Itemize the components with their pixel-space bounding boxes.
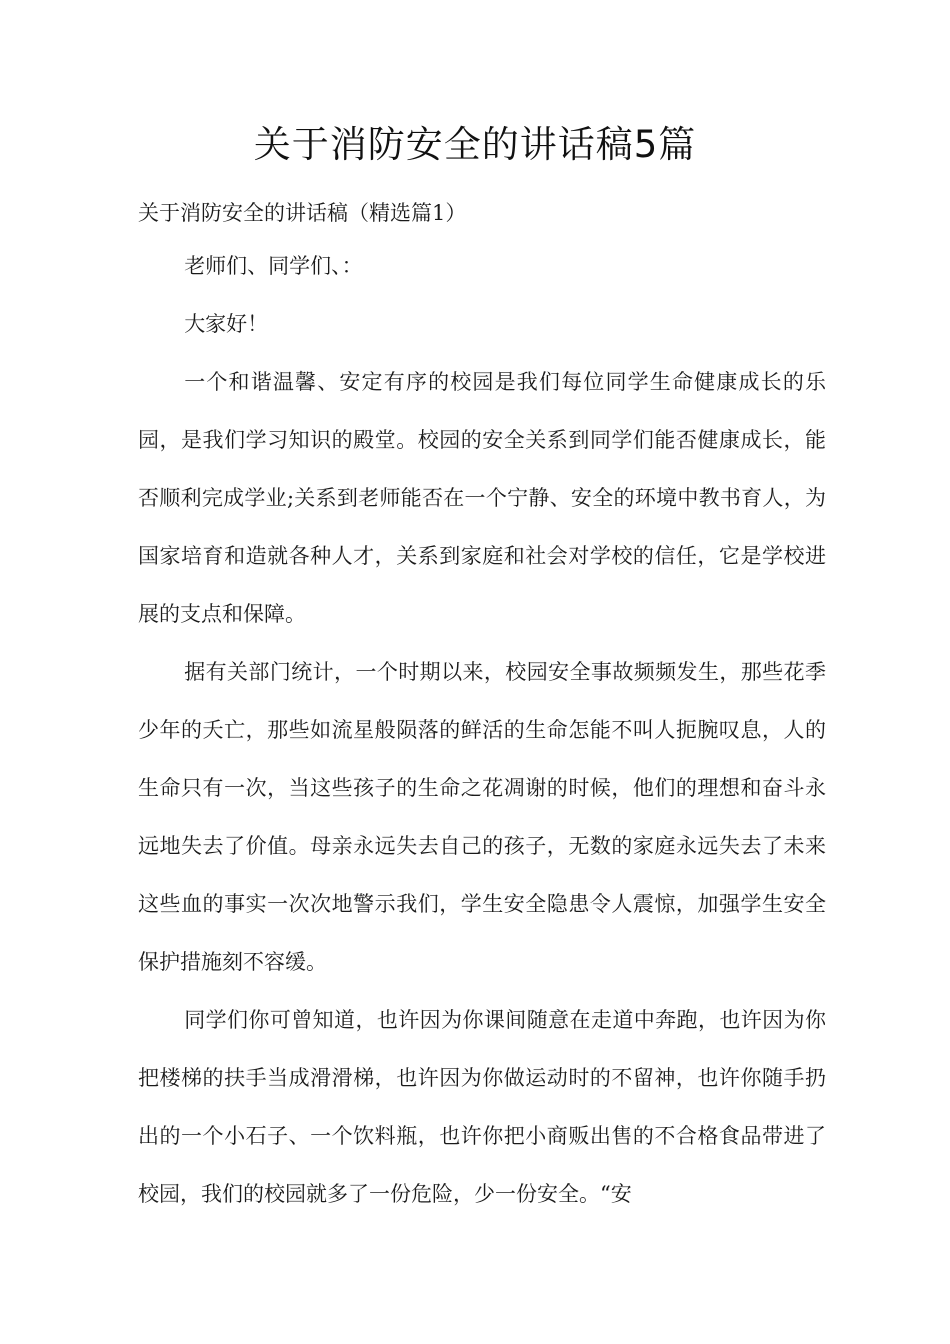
paragraph-warning: 同学们你可曾知道，也许因为你课间随意在走道中奔跑，也许因为你把楼梯的扶手当成滑滑梯，也许因为你做运动时的不留神，也许你随手扔出的一个小石子、一个饮料瓶，也许你把小商贩出售的不合格食品带进了校园，我们的校园就多了一份危险，少一份安全。“安 xyxy=(138,1008,826,1206)
paragraph-campus: 一个和谐温馨、安定有序的校园是我们每位同学生命健康成长的乐园，是我们学习知识的殿堂。校园的安全关系到同学们能否健康成长，能否顺利完成学业;关系到老师能否在一个宁静、安全的环境中教书育人，为国家培育和造就各种人才，关系到家庭和社会对学校的信任，它是学校进展的支点和保障。 xyxy=(138,370,826,626)
document-body xyxy=(138,191,826,1223)
document-title: 关于消防安全的讲话稿5篇 xyxy=(253,123,697,166)
section-heading: 关于消防安全的讲话稿（精选篇1） xyxy=(138,201,467,225)
paragraph-statistics: 据有关部门统计，一个时期以来，校园安全事故频频发生，那些花季少年的夭亡，那些如流星般陨落的鲜活的生命怎能不叫人扼腕叹息，人的生命只有一次，当这些孩子的生命之花凋谢的时候，他们的理想和奋斗永远地失去了价值。母亲永远失去自己的孩子，无数的家庭永远失去了未来这些血的事实一次次地警示我们，学生安全隐患令人震惊，加强学生安全保护措施刻不容缓。 xyxy=(138,660,826,974)
paragraph-hello: 大家好！ xyxy=(184,312,269,336)
paragraph-greeting: 老师们、同学们、： xyxy=(184,254,363,278)
